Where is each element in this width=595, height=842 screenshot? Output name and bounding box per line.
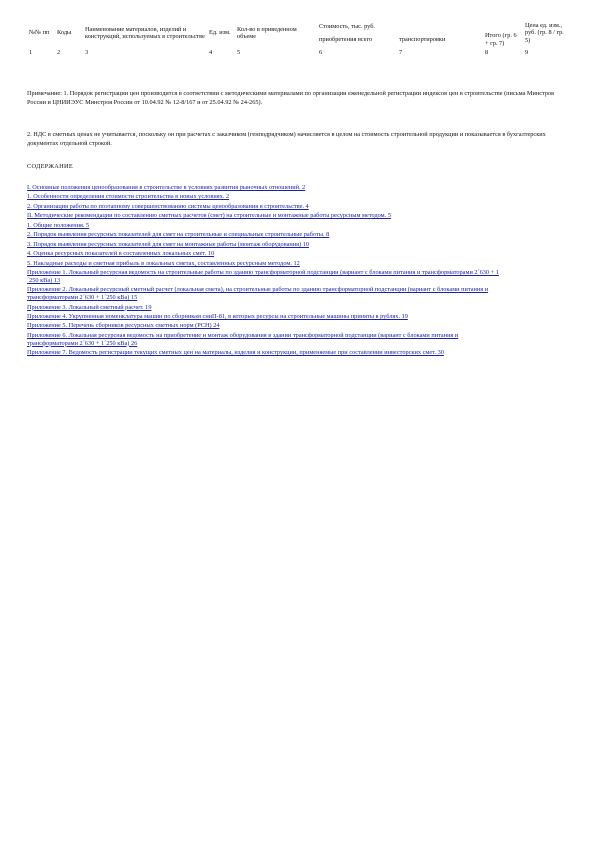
toc-title: СОДЕРЖАНИЕ <box>27 163 73 170</box>
toc-link[interactable]: Приложение 4. Укрупненная номенклатура машин по сборникам сниП-81, в которых ресурсы на строительные машины приняты в рублях. 19 <box>27 313 408 320</box>
header-transport: транспортировки <box>399 35 446 43</box>
toc-link[interactable]: Приложение 6. Локальная ресурсная ведомость на приобретение и монтаж оборудования в здании трансформаторной подстанции (вариант с блоками питания и трансформаторами 2´630 + 1´250 кВа) 26 <box>27 331 459 347</box>
toc-item <box>27 250 507 258</box>
note-1: Примечание: 1. Порядок регистрации цен производится в соответствии с методическими материалами по организации еженедельной регистрации индексов цен в строительстве (письма Минстроя России и ЦНИИЭУС Минстроя России от 10.04.92 № 12-8/167 и от 25.04.92 № 24-265). <box>27 90 554 107</box>
table-numbers-row <box>27 48 572 57</box>
toc-item <box>27 269 507 284</box>
column-number: 1 <box>29 48 33 56</box>
toc-item <box>27 222 507 230</box>
column-number: 8 <box>485 48 489 56</box>
toc-item <box>27 304 507 312</box>
header-num: №№ пп <box>29 29 50 37</box>
header-quantity: Кол-во в приведенном объеме <box>237 25 297 40</box>
toc-item <box>27 313 507 321</box>
toc-item <box>27 241 507 249</box>
toc-item <box>27 231 507 239</box>
toc-item <box>27 203 507 211</box>
toc-item <box>27 286 507 301</box>
header-cost-group: Стоимость, тыс. руб. <box>319 23 375 30</box>
toc-link[interactable]: Приложение 7. Ведомость регистрации текущих сметных цен на материалы, изделия и конструкции, применяемые при составлении инвесторских смет. 30 <box>27 349 444 357</box>
column-number: 7 <box>399 48 403 56</box>
column-number: 3 <box>85 48 89 56</box>
toc-link[interactable]: I. Основные положения ценообразования в строительстве в условиях развития рыночных отношений. 2 <box>27 184 306 191</box>
column-number: 4 <box>209 48 213 56</box>
toc-link[interactable]: 2. Организация работы по поэтапному совершенствованию системы ценообразования в строительстве. 4 <box>27 202 309 210</box>
toc-link[interactable]: II. Методические рекомендации по составлению сметных расчетов (смет) на строительные и монтажные работы ресурсным методом. 5 <box>27 212 391 220</box>
toc-item <box>27 184 507 192</box>
header-codes: Коды <box>57 29 72 37</box>
toc-item <box>27 193 507 201</box>
toc-item <box>27 322 507 330</box>
toc-link[interactable]: 2. Порядок выявления ресурсных показателей для смет на строительные и специальные строительные работы. 8 <box>27 231 330 239</box>
toc-item <box>27 212 507 220</box>
toc-link[interactable]: Приложение 5. Перечень сборников ресурсных сметных норм (РСН) 24 <box>27 322 220 330</box>
toc-link[interactable]: Приложение 3. Локальный сметный расчет. 19 <box>27 303 152 311</box>
column-number: 6 <box>319 48 323 56</box>
price-registration-table <box>27 18 572 57</box>
toc-link[interactable]: 5. Накладные расходы и сметная прибыль в локальных сметах, составленных ресурсным методом. 12 <box>27 259 300 267</box>
note-2: 2. НДС в сметных ценах не учитывается, поскольку он при расчетах с заказчиком (генподрядчиком) начисляется в целом на стоимость строительной продукции и показывается в бухгалтерских документах отдельной строкой. <box>27 131 546 148</box>
toc-item <box>27 332 507 347</box>
header-name: Наименование материалов, изделий и конструкций, используемых в строительстве <box>85 25 205 40</box>
table-header-row <box>27 18 572 31</box>
table-of-contents <box>27 184 507 359</box>
toc-link[interactable]: Приложение 2. Локальный ресурсный сметный расчет (локальная смета), на строительные работы по зданию трансформаторной подстанции (вариант с блоками питания и трансформаторами 2´630 + 1´250 кВа) 15 <box>27 286 489 302</box>
header-total: Итого (гр. 6 + гр. 7) <box>485 32 517 47</box>
toc-link[interactable]: 1. Общие положения. 5 <box>27 221 90 229</box>
toc-link[interactable]: 3. Порядок выявления ресурсных показателей для смет на монтажные работы (монтаж оборудования) 10 <box>27 240 309 248</box>
toc-item <box>27 349 507 357</box>
toc-link[interactable]: 4. Оценка ресурсных показателей в составленных локальных смет. 10 <box>27 250 215 258</box>
column-number: 9 <box>525 48 529 56</box>
header-purchase: приобретения всего <box>319 35 373 43</box>
column-number: 2 <box>57 48 61 56</box>
toc-item <box>27 260 507 268</box>
column-number: 5 <box>237 48 241 56</box>
header-unit-price: Цена ед. изм., руб. (гр. 8 / гр. 5) <box>525 22 564 44</box>
header-unit: Ед. изм. <box>209 29 231 37</box>
toc-link[interactable]: 1. Особенности определения стоимости строительства в новых условиях. 2 <box>27 193 230 201</box>
toc-link[interactable]: Приложение 1. Локальный ресурсная ведомость на строительные работы по зданию трансформаторной подстанции (вариант с блоками питания и трансформаторами 2´630 + 1´250 кВа) 13 <box>27 269 499 284</box>
